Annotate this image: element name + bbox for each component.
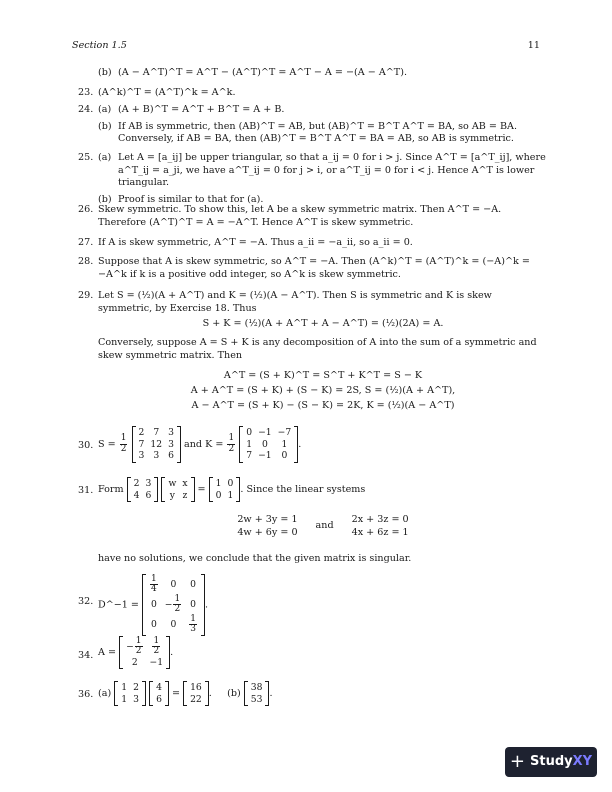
matrix-row [118, 694, 142, 706]
exercise-text: Skew symmetric. To show this, let A be a skew symmetric matrix. Then A^T = −A. Therefore (A^T)^T = A = −A^T. Hence A^T is skew symmetric. [98, 204, 502, 228]
section-title: Section 1.5 [72, 40, 127, 51]
matrix-cell: 16 [190, 682, 202, 693]
matrix-cell: 3 [133, 693, 139, 705]
part-label: (b) [98, 120, 112, 132]
equation: A − A^T = (S + K) − (S − K) = 2K, K = (½)(A − A^T) [191, 399, 455, 411]
matrix-w [161, 477, 194, 502]
matrix-row [136, 450, 177, 462]
matrix-identity [209, 477, 241, 502]
matrix-cell: $\frac{1}{4}$ [151, 574, 157, 595]
matrix-cell: − $\frac{1}{2}$ [164, 593, 181, 615]
system-1: 2w + 3y = 1 4w + 6y = 0 [237, 514, 298, 538]
matrix-row [146, 615, 201, 635]
exercise-number: 24. [78, 104, 94, 115]
matrix-row [165, 490, 190, 502]
exercise-25 [78, 152, 548, 207]
part-text: If AB is symmetric, then (AB)^T = AB, but (AB)^T = B^T A^T = BA, so AB = BA. Conversely, if AB = BA, then (AB)^T = B^T A^T = BA = AB, so AB is symmetric. [118, 120, 517, 145]
matrix-cell: 0 [215, 489, 222, 501]
matrix-cell: 0 [246, 427, 253, 438]
linear-systems [98, 514, 548, 539]
matrix-row [153, 682, 165, 694]
s-label: S = [98, 438, 116, 450]
matrix-cell: 0 [190, 599, 196, 611]
matrix-row [187, 682, 205, 694]
matrix-row [131, 478, 155, 490]
matrix-row [118, 682, 142, 694]
brand-name: Study [530, 754, 573, 770]
period: . [204, 599, 208, 611]
exercise-text: Suppose that A is skew symmetric, so A^T = −A. Then (A^k)^T = (A^T)^k = (−A)^k = −A^k if k is a positive odd integer, so A^k is skew symmetric. [98, 256, 530, 280]
part-label: (a) [98, 152, 112, 163]
matrix-cell: 3 [153, 450, 160, 461]
matrix-cell: 7 [153, 427, 160, 438]
matrix-cell: $\frac{1}{2}$ [153, 636, 160, 657]
vector-v [149, 681, 169, 706]
matrix-row [146, 575, 201, 595]
a-label: A = [98, 647, 117, 659]
matrix-a [119, 636, 170, 669]
matrix-cell: z [182, 489, 188, 501]
matrix-cell: 2 [131, 656, 138, 668]
conclusion: have no solutions, we conclude that the given matrix is singular. [98, 553, 412, 565]
half-fraction: $\frac{1}{2}$ [120, 433, 127, 454]
exercise-29 [78, 290, 548, 412]
exercise-number: 29. [78, 290, 94, 301]
matrix-cell: 0 [170, 579, 177, 591]
and-text: and [315, 520, 334, 532]
matrix-cell: 22 [190, 693, 202, 705]
matrix-row [213, 478, 237, 490]
matrix-row [153, 694, 165, 706]
matrix-cell: 0 [190, 579, 196, 591]
part-text: Let A = [a_ij] be upper triangular, so that a_ij = 0 for i > j. Since A^T = [a^T_ij], where a^T_ij = a_ji, we have a^T_ij = 0 for j > i, or a^T_ij = 0 for i < j. Hence A^T is lower triangular. [118, 152, 546, 189]
exercise-24 [78, 104, 548, 146]
matrix-cell: 1 [215, 478, 222, 489]
matrix-cell: w [168, 478, 177, 489]
matrix-cell: 1 [121, 693, 128, 705]
matrix-row [123, 637, 166, 657]
exercise-text: If A is skew symmetric, A^T = −A. Thus a_ii = −a_ii, so a_ii = 0. [98, 237, 413, 248]
after-text: . Since the linear systems [240, 484, 366, 495]
matrix-cell: 1 [227, 489, 234, 501]
matrix-cell: 2 [138, 427, 145, 438]
matrix-row [165, 478, 190, 490]
half-fraction: $\frac{1}{2}$ [228, 433, 235, 454]
matrix-m [114, 681, 146, 706]
equation: A + A^T = (S + K) + (S − K) = 2S, S = (½)(A + A^T), [190, 384, 456, 396]
matrix-cell: 1 [121, 682, 128, 693]
exercise-text: (A^k)^T = (A^T)^k = A^k. [98, 87, 236, 98]
matrix-cell: 2 [133, 478, 140, 489]
exercise-30 [78, 426, 548, 463]
matrix-cell: 0 [170, 618, 177, 630]
matrix-row [243, 427, 294, 439]
matrix-row [136, 439, 177, 451]
exercise-31: 31. Form 2 3 4 6 w x y z = 1 0 0 1 . Since the linear systems 2w + 3y = 1 4w + 6y = 0 and 2x + 3z = 0 4x + 6z = 1 have no solutions, we conclude that the given matrix is singular. [78, 477, 548, 566]
exercise-number: 23. [78, 87, 94, 98]
exercise-26 [78, 204, 548, 229]
part-text: (A + B)^T = A^T + B^T = A + B. [118, 104, 285, 115]
matrix-cell: −7 [277, 427, 292, 438]
equation: A^T = (S + K)^T = S^T + K^T = S − K [223, 370, 423, 382]
matrix-cell: 0 [150, 618, 157, 630]
period: . [298, 438, 302, 450]
matrix-cell: 3 [145, 478, 152, 489]
part-text: (A − A^T)^T = A^T − (A^T)^T = A^T − A = −(A − A^T). [118, 67, 407, 78]
matrix-cell: 6 [156, 693, 162, 705]
exercise-number: 28. [78, 256, 94, 267]
exercise-number: 36. [78, 689, 94, 700]
matrix-row [136, 427, 177, 439]
matrix-cell: −1 [258, 450, 272, 461]
matrix-m [127, 477, 159, 502]
matrix-cell: 3 [168, 438, 174, 450]
exercise-number: 27. [78, 237, 94, 248]
matrix-cell: $\frac{1}{3}$ [190, 613, 196, 635]
matrix-row [123, 657, 166, 669]
matrix-cell: 0 [261, 438, 268, 450]
matrix-cell: 12 [150, 438, 163, 450]
k-label: and K = [184, 438, 224, 450]
exercise-number: 30. [78, 440, 94, 451]
matrix-cell: 7 [138, 438, 145, 450]
matrix-cell: 4 [133, 489, 140, 501]
matrix-row [187, 694, 205, 706]
part-label: (b) [98, 67, 112, 78]
exercise-27 [78, 237, 548, 250]
paragraph: Conversely, suppose A = S + K is any decomposition of A into the sum of a symmetric and skew symmetric matrix. Then [98, 336, 537, 361]
exercise-text: Let S = (½)(A + A^T) and K = (½)(A − A^T). Then S is symmetric and K is skew symmetric, by Exercise 18. Thus [98, 290, 492, 314]
exercise-number: 25. [78, 152, 94, 163]
exercise-23 [78, 87, 548, 100]
matrix-cell: 3 [168, 427, 174, 438]
matrix-k [239, 426, 298, 463]
matrix-cell: − $\frac{1}{2}$ [126, 636, 142, 657]
exercise-number: 26. [78, 204, 94, 215]
exercise-32 [78, 574, 548, 636]
matrix-cell: −1 [258, 427, 272, 438]
part-label: (b) [227, 688, 241, 699]
studyxy-logo [505, 747, 597, 777]
d-inverse-label: D^−1 = [98, 599, 139, 611]
part-text: Proof is similar to that for (a). [118, 193, 264, 205]
part-label: (b) [98, 193, 112, 205]
form-label: Form [98, 484, 124, 495]
matrix-cell: 1 [281, 438, 288, 450]
system-2: 2x + 3z = 0 4x + 6z = 1 [351, 514, 409, 538]
plus-icon: + [509, 751, 526, 773]
matrix-row [248, 682, 266, 694]
matrix-cell: 7 [246, 450, 253, 461]
matrix-cell: 3 [138, 450, 145, 461]
matrix-cell: −1 [149, 656, 164, 668]
exercise-34 [78, 636, 548, 669]
matrix-row [213, 490, 237, 502]
exercise-number: 32. [78, 596, 94, 607]
matrix-cell: 53 [250, 693, 263, 705]
page-number: 11 [527, 40, 540, 51]
exercise-number: 31. [78, 485, 94, 496]
period: . [170, 647, 174, 659]
matrix-cell: 0 [227, 478, 234, 489]
matrix-cell: 2 [133, 682, 139, 693]
matrix-cell: 0 [150, 599, 157, 611]
matrix-row [243, 439, 294, 451]
matrix-d-inverse [142, 574, 205, 636]
matrix-cell: 38 [250, 682, 263, 693]
brand-suffix: XY [572, 754, 593, 770]
matrix-cell: y [169, 489, 175, 501]
matrix-s [132, 426, 181, 463]
matrix-row [243, 450, 294, 462]
matrix-cell: 6 [145, 489, 152, 501]
matrix-row [248, 694, 266, 706]
part-label: (a) [98, 104, 112, 115]
matrix-cell: 1 [246, 438, 253, 450]
matrix-cell: x [182, 478, 188, 489]
part-label: (a) [98, 688, 112, 699]
matrix-cell: 6 [168, 450, 174, 461]
matrix-row [146, 595, 201, 615]
matrix-row [131, 490, 155, 502]
vector-result [183, 681, 209, 706]
equation: S + K = (½)(A + A^T + A − A^T) = (½)(2A) = A. [202, 318, 444, 330]
exercise-36: 36. (a) 1 2 1 3 4 6 = 16 22 . (b) 38 53 . [78, 682, 273, 705]
exercise-number: 34. [78, 650, 94, 661]
vector-b [244, 681, 270, 706]
exercise-28 [78, 256, 548, 281]
exercise-22b [78, 67, 548, 80]
matrix-cell: 0 [281, 450, 288, 461]
matrix-cell: 4 [156, 682, 162, 693]
